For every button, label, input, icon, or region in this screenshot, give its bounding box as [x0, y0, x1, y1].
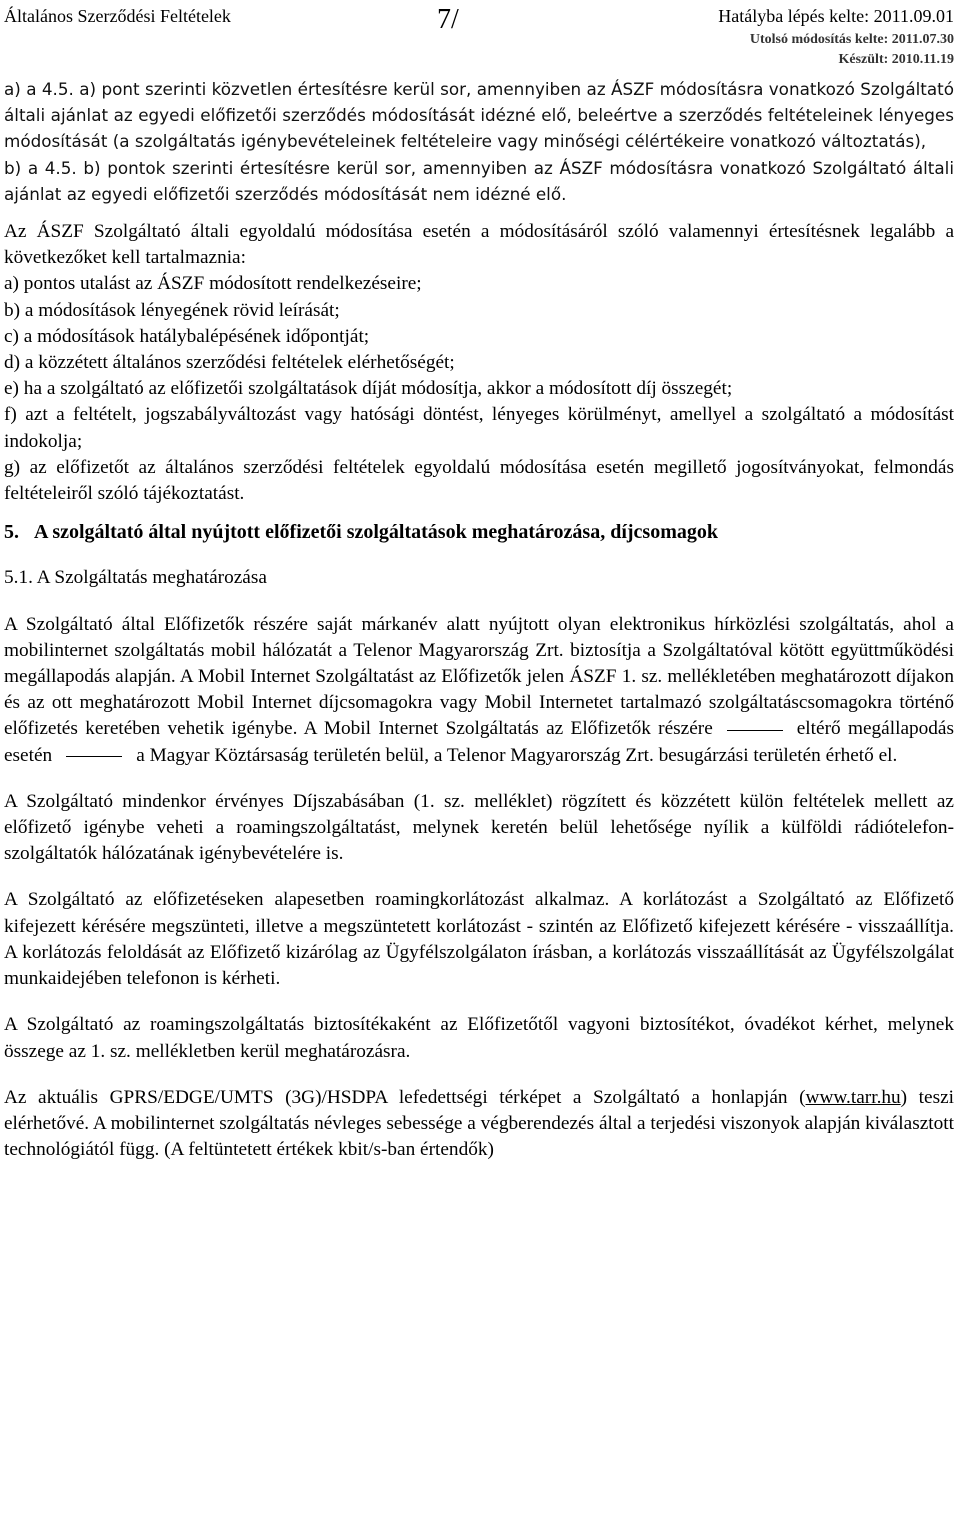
- em-dash: [727, 730, 783, 731]
- website-link[interactable]: www.tarr.hu: [805, 1086, 901, 1108]
- paragraph-roaming-deposit: A Szolgáltató az roamingszolgáltatás biztosítékaként az Előfizetőtől vagyoni biztosítékot, óvadékot kérhet, melynek összege az 1. sz. mellékletben kerül meghatározásra.: [4, 1014, 954, 1062]
- paragraph-roaming: A Szolgáltató mindenkor érvényes Díjszabásában (1. sz. melléklet) rögzített és közzétett külön feltételek mellett az előfizető igénybe veheti a roamingszolgáltatást, melynek keretén belül lehetősége nyílik a külföldi rádiótelefon-szolgáltatók hálózatának igénybevételére is.: [4, 790, 954, 865]
- effective-date: Hatályba lépés kelte: 2011.09.01: [718, 6, 954, 26]
- paragraph-service-definition: [4, 612, 954, 769]
- list-item: f) azt a feltételt, jogszabályváltozást vagy hatósági döntést, lényeges körülményt, amellyel a szolgáltató a módosítást indokolja;: [4, 404, 954, 452]
- section-heading-5: 5. A szolgáltató által nyújtott előfizetői szolgáltatások meghatározása, díjcsomagok: [4, 521, 718, 544]
- paragraph-roaming-restriction: A Szolgáltató az előfizetéseken alapesetben roamingkorlátozást alkalmaz. A korlátozást a Szolgáltató az Előfizető kifejezett kérésére megszünteti, illetve a megszüntetett korlátozást - szintén az Előfizető kifejezett kérésére - visszaállítja. A korlátozás feloldását az Előfizető kizárólag az Ügyfélszolgálaton írásban, a korlátozás visszaállítását az Ügyfélszolgálat munkaidejében telefonon is kérheti.: [4, 889, 954, 990]
- list-item: a) pontos utalást az ÁSZF módosított rendelkezéseire;: [4, 273, 422, 295]
- list-item: e) ha a szolgáltató az előfizetői szolgáltatások díját módosítja, akkor a módosított díj összegét;: [4, 378, 733, 400]
- paragraph-coverage-map: [4, 1085, 954, 1164]
- list-item: d) a közzétett általános szerződési feltételek elérhetőségét;: [4, 352, 455, 374]
- paragraph-4-5-b: b) a 4.5. b) pontok szerinti értesítésre kerül sor, amennyiben az ÁSZF módosításra vonatkozó Szolgáltató általi ajánlat az egyedi előfizetői szerződés módosítását nem idézné elő.: [4, 157, 954, 204]
- created-date: Készült: 2010.11.19: [838, 52, 954, 67]
- list-item: c) a módosítások hatálybalépésének időpontját;: [4, 325, 370, 347]
- page-number: 7/: [437, 4, 459, 35]
- modified-date: Utolsó módosítás kelte: 2011.07.30: [749, 32, 954, 47]
- document-title: Általános Szerződési Feltételek: [4, 6, 231, 26]
- list-item: b) a módosítások lényegének rövid leírását;: [4, 299, 340, 321]
- em-dash: [66, 756, 122, 757]
- service-definition-aside: eltérő megállapodás esetén: [4, 718, 954, 766]
- page-header: [0, 0, 960, 70]
- coverage-text-end: ) teszi elérhetővé. A mobilinternet szolgáltatás névleges sebessége a végberendezés által a terjedési viszonyok alapján kiválasztott technológiától függ. (A feltüntetett értékek kbit/s-ban értendők): [4, 1086, 954, 1161]
- list-item: g) az előfizetőt az általános szerződési feltételek egyoldalú módosítása esetén megillető jogosítványokat, felmondás feltételeiről szóló tájékoztatást.: [4, 456, 954, 505]
- notification-requirements-list: [4, 271, 954, 507]
- paragraph-4-5-a: a) a 4.5. a) pont szerinti közvetlen értesítésre kerül sor, amennyiben az ÁSZF módosításra vonatkozó Szolgáltató általi ajánlat az egyedi előfizetői szerződés módosítását idézné elő, beleértve a szerződés feltételeinek lényeges módosítását (a szolgáltatás igénybevételeinek feltételeire vagy minőségi célértékeire vonatkozó változtatás),: [4, 79, 954, 152]
- coverage-text-start: Az aktuális GPRS/EDGE/UMTS (3G)/HSDPA lefedettségi térképet a Szolgáltató a honlapján (: [4, 1086, 806, 1108]
- section-heading-5-1: 5.1. A Szolgáltatás meghatározása: [4, 567, 267, 589]
- service-definition-end: a Magyar Köztársaság területén belül, a Telenor Magyarország Zrt. besugárzási területén érhető el.: [136, 744, 898, 766]
- paragraph-notification-intro: Az ÁSZF Szolgáltató általi egyoldalú módosítása esetén a módosításáról szóló valamennyi értesítésnek legalább a következőket kell tartalmaznia:: [4, 221, 954, 269]
- service-definition-text: A Szolgáltató által Előfizetők részére saját márkanév alatt nyújtott olyan elektronikus hírközlési szolgáltatás, ahol a mobilinternet szolgáltatás mobil hálózatát a Telenor Magyarország Zrt. biztosítja a Szolgáltatóval kötött együttműködési megállapodás alapján. A Mobil Internet Szolgáltatást az Előfizetők jelen ÁSZF 1. sz. mellékletében meghatározott díjakon és az ott meghatározott Mobil Internet díjcsomagokra vagy Mobil Internetet tartalmazó szolgáltatáscsomagokra történő előfizetés keretében vehetik igénybe. A Mobil Internet Szolgáltatás az Előfizetők részére: [4, 613, 954, 740]
- document-body: [4, 76, 954, 1163]
